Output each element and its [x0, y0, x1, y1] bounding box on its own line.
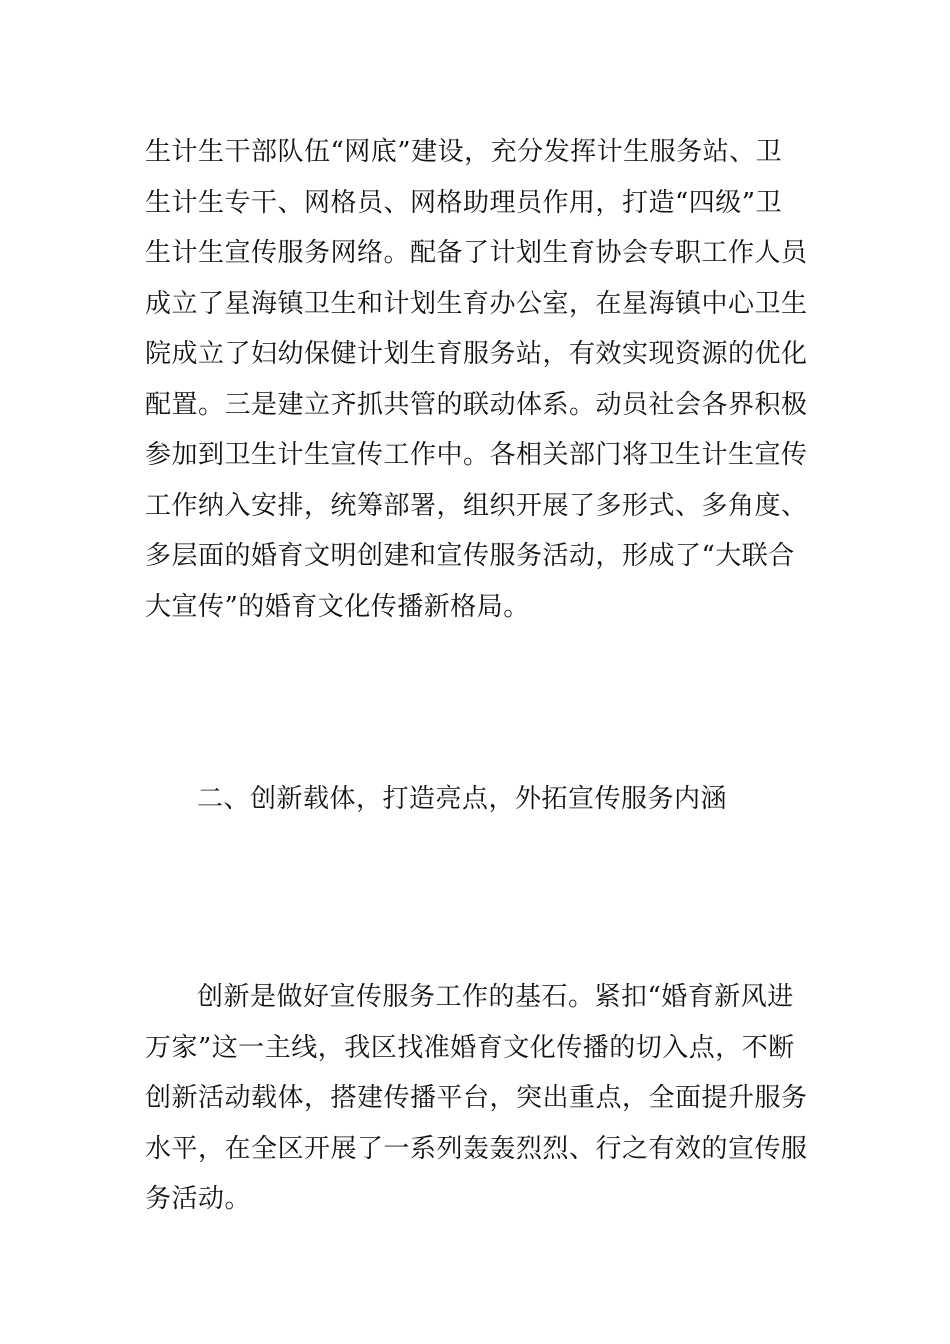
text-line: 院成立了妇幼保健计划生育服务站，有效实现资源的优化 [145, 339, 808, 369]
text-line: 大宣传”的婚育文化传播新格局。 [145, 591, 530, 622]
section-heading: 二、创新载体，打造亮点，外拓宣传服务内涵 [197, 784, 728, 814]
text-line: 配置。三是建立齐抓共管的联动体系。动员社会各界积极 [145, 389, 808, 420]
text-line: 生计生宣传服务网络。配备了计划生育协会专职工作人员 [145, 238, 808, 268]
text-line: 创新活动载体，搭建传播平台，突出重点，全面提升服务 [145, 1083, 808, 1113]
text-line: 工作纳入安排，统筹部署，组织开展了多形式、多角度、 [145, 490, 808, 521]
text-line: 成立了星海镇卫生和计划生育办公室，在星海镇中心卫生 [145, 288, 808, 319]
text-line: 参加到卫生计生宣传工作中。各相关部门将卫生计生宣传 [145, 440, 808, 470]
text-line: 多层面的婚育文明创建和宣传服务活动，形成了“大联合 [145, 541, 795, 571]
text-line: 创新是做好宣传服务工作的基石。紧扣“婚育新风进 [197, 982, 794, 1012]
section-heading-block [145, 774, 815, 825]
paragraph-body-1 [145, 127, 815, 632]
paragraph-body-2 [145, 972, 815, 1225]
text-line: 万家”这一主线，我区找准婚育文化传播的切入点，不断 [145, 1032, 795, 1063]
text-line: 务活动。 [145, 1184, 252, 1214]
text-line: 水平，在全区开展了一系列轰轰烈烈、行之有效的宣传服 [145, 1133, 808, 1164]
text-line: 生计生干部队伍“网底”建设，充分发挥计生服务站、卫 [145, 137, 783, 167]
text-line: 生计生专干、网格员、网格助理员作用，打造“四级”卫 [145, 187, 783, 218]
